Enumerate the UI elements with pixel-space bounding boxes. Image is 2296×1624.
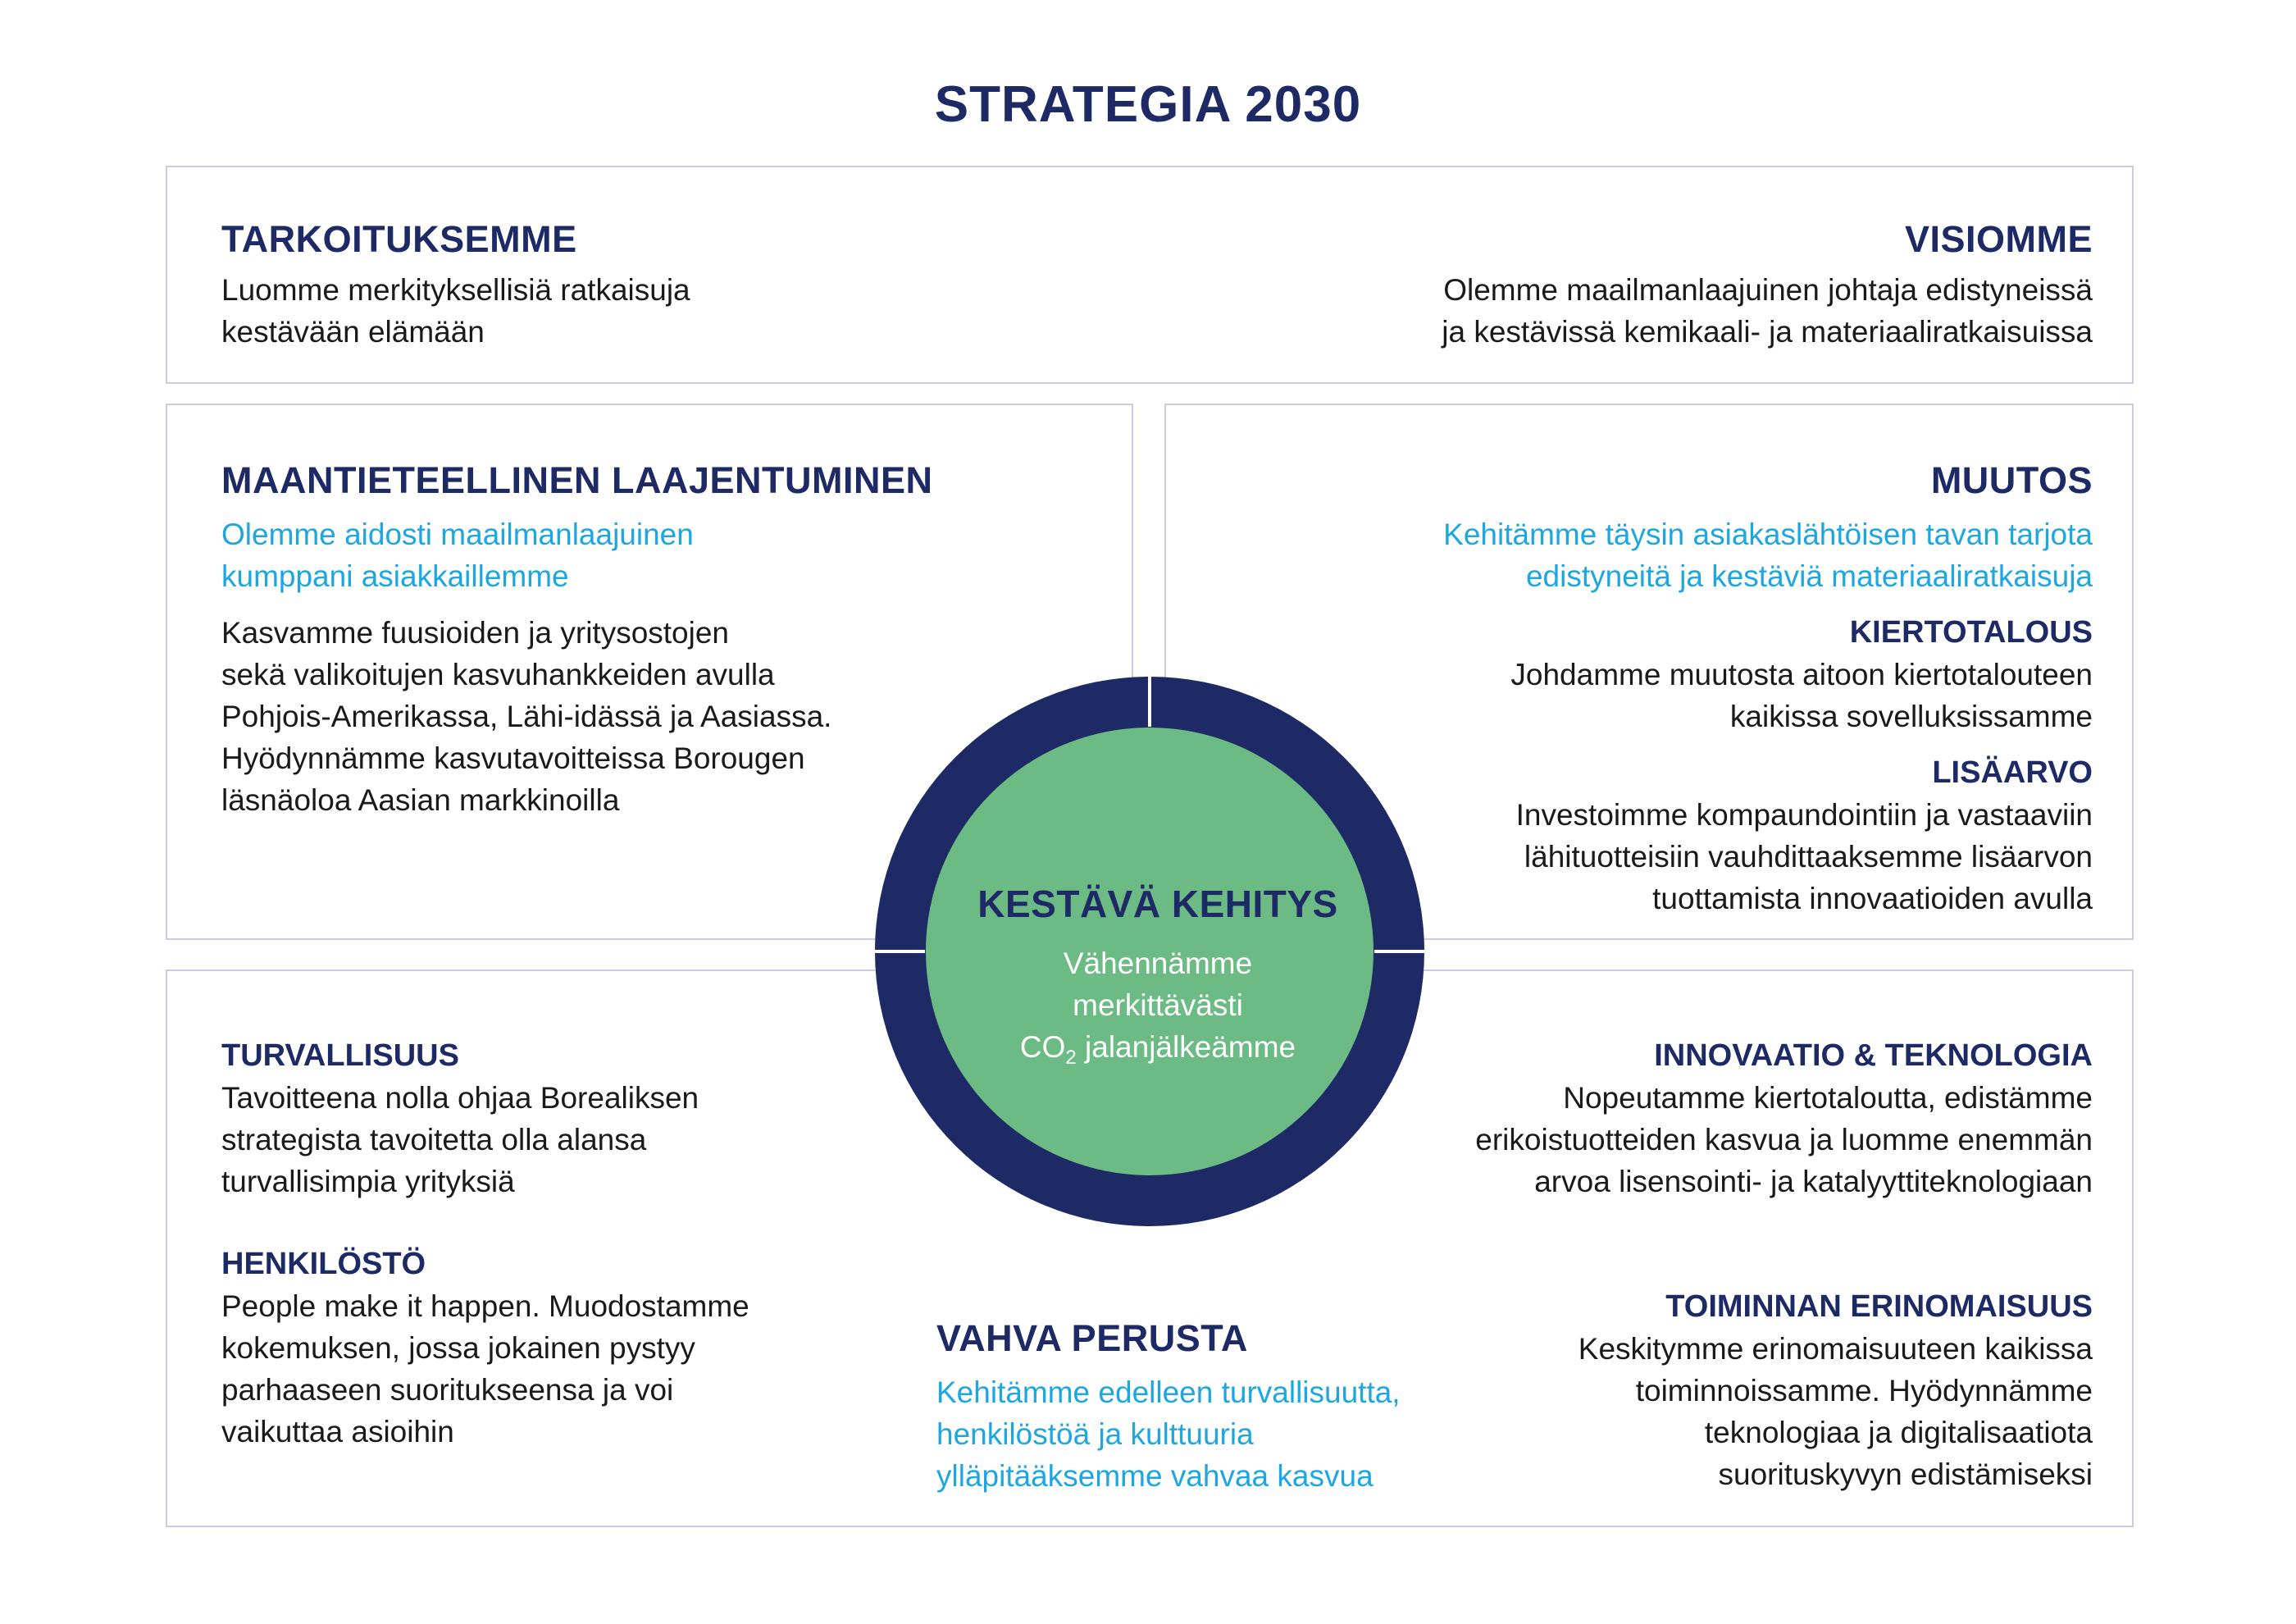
vision-text: Olemme maailmanlaajuinen johtaja edistyneissä ja kestävissä kemikaali- ja materiaaliratkaisuissa xyxy=(1442,273,2093,349)
divider-top xyxy=(1148,673,1151,727)
circular-heading: KIERTOTALOUS xyxy=(1849,615,2093,650)
operations-text: Keskitymme erinomaisuuteen kaikissa toiminnoissamme. Hyödynnämme teknologiaa ja digitalisaatiota suorituskyvyn edistämiseksi xyxy=(1578,1332,2093,1491)
center-line-1: Vähennämme xyxy=(1063,947,1253,980)
operations-section xyxy=(1578,1289,2093,1495)
operations-heading: TOIMINNAN ERINOMAISUUS xyxy=(1665,1289,2093,1324)
vision-heading: VISIOMME xyxy=(1904,218,2093,260)
people-section xyxy=(221,1247,749,1453)
purpose-section xyxy=(221,218,690,353)
foundation-tagline: Kehitämme edelleen turvallisuutta, henkilöstöä ja kulttuuria ylläpitääksemme vahvaa kasvua xyxy=(936,1375,1401,1493)
innovation-heading: INNOVAATIO & TEKNOLOGIA xyxy=(1654,1038,2093,1073)
purpose-text: Luomme merkityksellisiä ratkaisuja kestävään elämään xyxy=(221,273,690,349)
people-text: People make it happen. Muodostamme kokemuksen, jossa jokainen pystyy parhaaseen suoritukseensa ja voi vaikuttaa asioihin xyxy=(221,1289,749,1448)
foundation-section xyxy=(936,1317,1401,1497)
expansion-text: Kasvamme fuusioiden ja yritysostojen sekä valikoitujen kasvuhankkeiden avulla Pohjois-Amerikassa, Lähi-idässä ja Aasiassa. Hyödynnämme kasvutavoitteissa Borougen läsnäoloa Aasian markkinoilla xyxy=(221,616,832,817)
value-heading: LISÄARVO xyxy=(1932,755,2093,790)
change-heading: MUUTOS xyxy=(1930,459,2093,501)
safety-section xyxy=(221,1038,699,1202)
expansion-heading: MAANTIETEELLINEN LAAJENTUMINEN xyxy=(221,459,933,501)
foundation-heading: VAHVA PERUSTA xyxy=(936,1317,1248,1359)
circular-text: Johdamme muutosta aitoon kiertotalouteen kaikissa sovelluksissamme xyxy=(1510,658,2093,733)
value-text: Investoimme kompaundointiin ja vastaaviin lähituotteisiin vauhdittaaksemme lisäarvon tuottamista innovaatioiden avulla xyxy=(1515,798,2093,915)
expansion-tagline: Olemme aidosti maailmanlaajuinen kumppani asiakkaillemme xyxy=(221,518,694,593)
change-tagline: Kehitämme täysin asiakaslähtöisen tavan tarjota edistyneitä ja kestäviä materiaaliratkaisuja xyxy=(1443,518,2093,593)
page-title: STRATEGIA 2030 xyxy=(934,76,1362,133)
center-line-3: $CO_2$ jalanjälkeämme xyxy=(1019,1030,1296,1069)
safety-heading: TURVALLISUUS xyxy=(221,1038,459,1073)
purpose-heading: TARKOITUKSEMME xyxy=(221,218,577,260)
center-description xyxy=(912,942,1404,1068)
vision-section xyxy=(1442,218,2093,353)
center-line-2: merkittävästi xyxy=(1073,988,1243,1022)
innovation-text: Nopeutamme kiertotaloutta, edistämme erikoistuotteiden kasvua ja luomme enemmän arvoa lisensointi- ja katalyyttiteknologiaan xyxy=(1475,1081,2093,1198)
expansion-section xyxy=(221,459,933,821)
innovation-section xyxy=(1475,1038,2093,1202)
people-heading: HENKILÖSTÖ xyxy=(221,1247,426,1281)
change-section xyxy=(1443,459,2093,919)
center-heading: KESTÄVÄ KEHITYS xyxy=(977,883,1338,925)
safety-text: Tavoitteena nolla ohjaa Borealiksen strategista tavoitetta olla alansa turvallisimpia yrityksiä xyxy=(221,1081,699,1198)
